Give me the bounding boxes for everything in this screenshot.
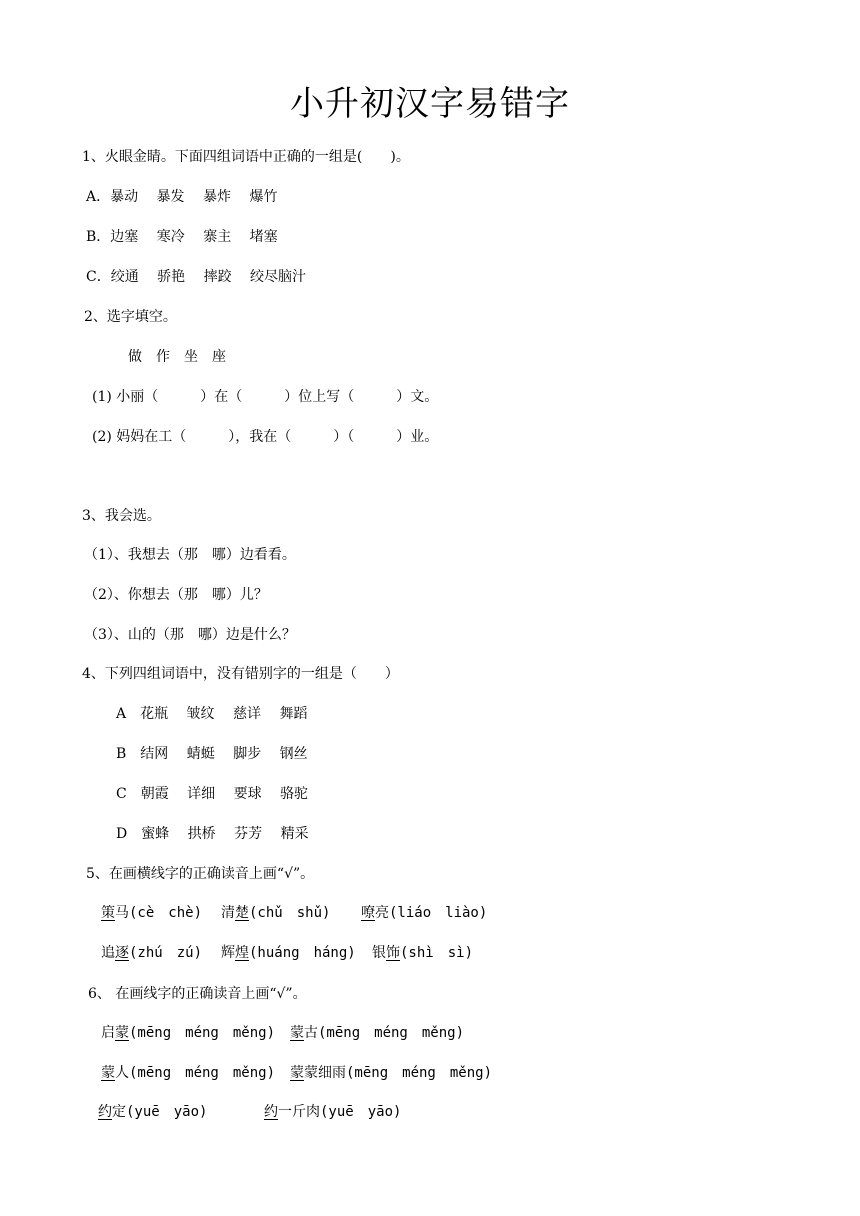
pinyin-item (361, 903, 487, 923)
underlined-char: 策 (101, 905, 115, 921)
pinyin-options: (huáng háng) (249, 945, 356, 961)
pinyin-options: (chǔ shǔ) (249, 905, 331, 921)
question-2-choices: 做 作 坐 座 (128, 349, 226, 365)
underlined-char: 约 (264, 1104, 278, 1120)
pinyin-item (264, 1102, 401, 1122)
pinyin-options: (yuē yāo) (126, 1104, 208, 1120)
word-rest: 一斤肉 (278, 1104, 320, 1120)
pinyin-options: (mēng méng měng) (129, 1065, 276, 1081)
pinyin-options: (cè chè) (129, 905, 203, 921)
question-4-option-d: D 蜜蜂 拱桥 芬芳 精采 (116, 826, 309, 842)
underlined-char: 蒙 (290, 1025, 304, 1041)
word-rest: 定 (112, 1104, 126, 1120)
question-3-item-1: （1）、我想去（那 哪）边看看。 (84, 547, 296, 563)
underlined-char: 逐 (115, 945, 129, 961)
pinyin-options: (zhú zú) (129, 945, 203, 961)
question-5-stem: 5、在画横线字的正确读音上画“√”。 (86, 866, 315, 882)
underlined-char: 饰 (386, 945, 400, 961)
word-pre: 清 (221, 905, 235, 921)
pinyin-item (101, 943, 202, 963)
question-3-stem: 3、我会选。 (82, 508, 161, 524)
word-pre: 追 (101, 945, 115, 961)
pinyin-item (98, 1102, 207, 1122)
question-1-option-c: C．绞通 骄艳 摔跤 绞尽脑汁 (86, 269, 307, 285)
pinyin-item (372, 943, 473, 963)
pinyin-item (290, 1023, 464, 1043)
question-3-item-2: （2）、你想去（那 哪）儿？ (84, 587, 268, 603)
pinyin-options: (yuē yāo) (320, 1104, 402, 1120)
underlined-char: 蒙 (290, 1065, 304, 1081)
underlined-char: 蒙 (115, 1025, 129, 1041)
word-rest: 马 (115, 905, 129, 921)
word-rest: 亮 (375, 905, 389, 921)
word-pre: 银 (372, 945, 386, 961)
pinyin-item (101, 1063, 275, 1083)
word-rest: 古 (304, 1025, 318, 1041)
question-4-stem: 4、下列四组词语中，没有错别字的一组是（ ） (82, 666, 399, 682)
pinyin-item (101, 1023, 275, 1043)
pinyin-options: (liáo liào) (389, 905, 488, 921)
question-1-option-b: B．边塞 寒冷 寨主 堵塞 (86, 229, 278, 245)
pinyin-options: (shì sì) (400, 945, 474, 961)
underlined-char: 约 (98, 1104, 112, 1120)
question-2-item-1: (1) 小丽（ ）在（ ）位上写（ ）文。 (92, 389, 439, 405)
question-4-option-a: A 花瓶 皱纹 慈详 舞蹈 (116, 706, 308, 722)
word-pre: 辉 (221, 945, 235, 961)
question-6-stem: 6、 在画线字的正确读音上画“√”。 (88, 986, 307, 1002)
question-2-stem: 2、选字填空。 (84, 309, 177, 325)
underlined-char: 嘹 (361, 905, 375, 921)
pinyin-options: (mēng méng měng) (318, 1025, 465, 1041)
question-1-option-a: A．暴动 暴发 暴炸 爆竹 (86, 189, 278, 205)
underlined-char: 煌 (235, 945, 249, 961)
pinyin-options: (mēng méng měng) (346, 1065, 493, 1081)
pinyin-options: (mēng méng měng) (129, 1025, 276, 1041)
question-3-item-3: （3）、山的（那 哪）边是什么？ (84, 627, 296, 643)
pinyin-item (221, 903, 330, 923)
question-1-stem: 1、火眼金睛。下面四组词语中正确的一组是( )。 (82, 149, 410, 165)
pinyin-item (101, 903, 202, 923)
question-4-option-c: C 朝霞 详细 要球 骆驼 (116, 786, 309, 802)
pinyin-item (221, 943, 356, 963)
pinyin-item (290, 1063, 492, 1083)
word-pre: 启 (101, 1025, 115, 1041)
word-rest: 蒙细雨 (304, 1065, 346, 1081)
page-title: 小升初汉字易错字 (290, 84, 570, 124)
underlined-char: 蒙 (101, 1065, 115, 1081)
question-4-option-b: B 结网 蜻蜓 脚步 钢丝 (116, 746, 308, 762)
word-rest: 人 (115, 1065, 129, 1081)
question-2-item-2: (2) 妈妈在工（ ），我在（ ）（ ）业。 (92, 429, 439, 445)
underlined-char: 楚 (235, 905, 249, 921)
